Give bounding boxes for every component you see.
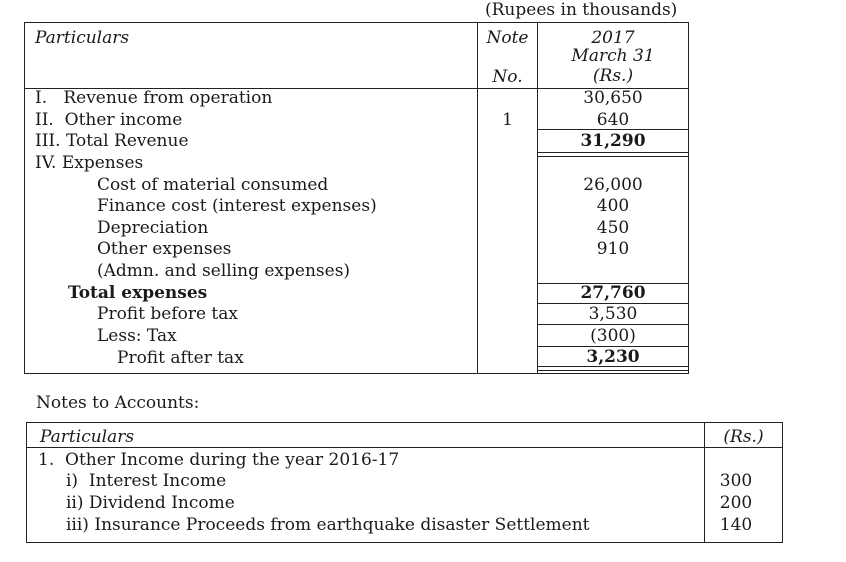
row-other-expenses-value: 910 xyxy=(596,239,630,259)
notes-item-label: ii) Dividend Income xyxy=(66,493,235,513)
header-date: March 31 xyxy=(571,46,655,66)
row-admn-label: (Admn. and selling expenses) xyxy=(97,261,351,281)
row-material-value: 26,000 xyxy=(583,175,643,195)
header-particulars: Particulars xyxy=(35,28,130,48)
row-finance-value: 400 xyxy=(596,196,630,216)
notes-title: 1. Other Income during the year 2016-17 xyxy=(38,450,400,470)
row-pat-label: Profit after tax xyxy=(117,348,244,368)
notes-header-particulars: Particulars xyxy=(40,427,135,447)
row-finance-label: Finance cost (interest expenses) xyxy=(97,196,377,216)
row-total-expenses-value: 27,760 xyxy=(580,283,646,303)
notes-item-value: 140 xyxy=(719,515,753,535)
row-total-expenses-label: Total expenses xyxy=(68,283,208,303)
row-pbt-label: Profit before tax xyxy=(97,304,238,324)
notes-item-value: 300 xyxy=(719,471,753,491)
row-other-income-label: II. Other income xyxy=(35,110,183,130)
notes-item-label: i) Interest Income xyxy=(66,471,227,491)
row-revenue-label: I. Revenue from operation xyxy=(35,88,273,108)
row-total-revenue-label: III. Total Revenue xyxy=(35,131,189,151)
row-other-expenses-label: Other expenses xyxy=(97,239,232,259)
header-currency: (Rs.) xyxy=(592,66,634,86)
row-other-income-note: 1 xyxy=(502,110,513,130)
row-revenue-value: 30,650 xyxy=(583,88,643,108)
header-note: Note xyxy=(486,28,529,48)
row-tax-value: (300) xyxy=(590,326,636,346)
row-pbt-value: 3,530 xyxy=(588,304,638,324)
header-year: 2017 xyxy=(591,28,635,48)
notes-header-currency: (Rs.) xyxy=(723,427,764,447)
notes-heading: Notes to Accounts: xyxy=(36,393,200,413)
notes-item-label: iii) Insurance Proceeds from earthquake disaster Settlement xyxy=(66,515,590,535)
row-tax-label: Less: Tax xyxy=(97,326,177,346)
row-material-label: Cost of material consumed xyxy=(97,175,329,195)
row-total-revenue-value: 31,290 xyxy=(580,131,646,151)
row-pat-value: 3,230 xyxy=(586,347,640,367)
row-depreciation-value: 450 xyxy=(596,218,630,238)
row-expenses-label: IV. Expenses xyxy=(35,153,144,173)
notes-item-value: 200 xyxy=(719,493,753,513)
header-note-no: No. xyxy=(492,67,523,87)
row-depreciation-label: Depreciation xyxy=(97,218,209,238)
row-other-income-value: 640 xyxy=(596,110,630,130)
unit-note: (Rupees in thousands) xyxy=(485,0,678,20)
